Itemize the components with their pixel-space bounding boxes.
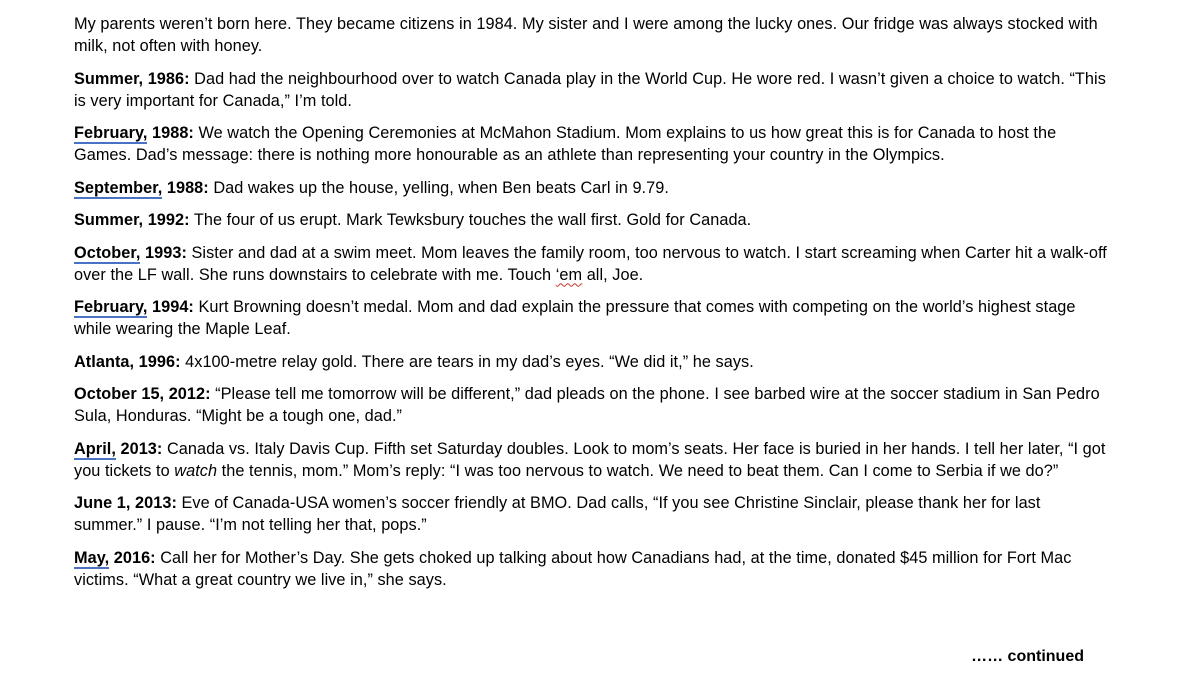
entry-text: Dad had the neighbourhood over to watch Canada play in the World Cup. He wore red. I wasn’t given a choice to watch. “This is very important for Canada,” I’m told. — [74, 69, 1106, 110]
grammar-flag: September, — [74, 178, 163, 197]
entry-text: We watch the Opening Ceremonies at McMahon Stadium. Mom explains to us how great this is for Canada to host the Games. Dad’s message: there is nothing more honourable as an athlete than representing your country in the Olympics. — [74, 124, 1057, 164]
entry-september-1988 — [74, 177, 1110, 199]
spelling-flag: ‘em — [555, 265, 583, 284]
entry-october-15-2012 — [74, 383, 1110, 427]
entry-date: May, 2016: — [74, 548, 156, 567]
entry-text: Dad wakes up the house, yelling, when Ben beats Carl in 9.79. — [208, 178, 669, 197]
entry-date: February, 1988: — [74, 124, 194, 142]
entry-october-1993 — [74, 242, 1110, 286]
entry-february-1994 — [74, 296, 1110, 340]
entry-april-2013 — [74, 438, 1110, 482]
entry-text-end: the tennis, mom.” Mom’s reply: “I was too nervous to watch. We need to beat them. Can I come to Serbia if we do?” — [217, 461, 1059, 480]
grammar-flag: October, — [74, 243, 141, 262]
entry-date: October 15, 2012: — [74, 385, 211, 403]
entry-text: The four of us erupt. Mark Tewksbury touches the wall first. Gold for Canada. — [189, 211, 752, 229]
grammar-flag: February, — [74, 124, 148, 142]
entry-text: Call her for Mother’s Day. She gets choked up talking about how Canadians had, at the time, donated $45 million for Fort Mac victims. “What a great country we live in,” she says. — [74, 548, 1072, 589]
continued-note: …… continued — [971, 648, 1084, 665]
grammar-flag: April, — [74, 439, 116, 458]
entry-text: Eve of Canada-USA women’s soccer friendly at BMO. Dad calls, “If you see Christine Sinclair, please thank her for last summer.” I pause. “I’m not telling her that, pops.” — [74, 494, 1041, 534]
entry-date: Summer, 1986: — [74, 69, 190, 88]
entry-text: Kurt Browning doesn’t medal. Mom and dad explain the pressure that comes with competing on the world’s highest stage while wearing the Maple Leaf. — [74, 298, 1076, 338]
entry-text: 4x100-metre relay gold. There are tears in my dad’s eyes. “We did it,” he says. — [180, 352, 754, 371]
entry-date: February, 1994: — [74, 298, 194, 316]
emphasis-watch: watch — [174, 461, 218, 480]
entry-date: Summer, 1992: — [74, 211, 190, 229]
entry-text: Canada vs. Italy Davis Cup. Fifth set Saturday doubles. Look to mom’s seats. Her face is buried in her hands. I tell her later, “I got you tickets to — [74, 439, 1106, 480]
entry-february-1988 — [74, 122, 1110, 166]
entry-summer-1992 — [74, 209, 1110, 231]
entry-date: April, 2013: — [74, 439, 163, 458]
grammar-flag: May, — [74, 548, 110, 567]
entry-text: “Please tell me tomorrow will be different,” dad pleads on the phone. I see barbed wire at the soccer stadium in San Pedro Sula, Honduras. “Might be a tough one, dad.” — [74, 385, 1100, 425]
entry-date: Atlanta, 1996: — [74, 352, 181, 371]
intro-paragraph: My parents weren’t born here. They became citizens in 1984. My sister and I were among the lucky ones. Our fridge was always stocked with milk, not often with honey. — [74, 15, 1098, 55]
entry-date: October, 1993: — [74, 243, 187, 262]
grammar-flag: February, — [74, 298, 148, 316]
entry-summer-1986 — [74, 68, 1110, 112]
entry-date: June 1, 2013: — [74, 494, 177, 512]
entry-text: Sister and dad at a swim meet. Mom leaves the family room, too nervous to watch. I start screaming when Carter hit a walk-off over the LF wall. She runs downstairs to celebrate with me. Touch — [74, 243, 1107, 284]
entry-text-end: all, Joe. — [582, 265, 644, 284]
entry-atlanta-1996 — [74, 351, 1110, 373]
entry-may-2016 — [74, 547, 1110, 591]
entry-june-1-2013 — [74, 492, 1110, 536]
entry-date: September, 1988: — [74, 178, 209, 197]
